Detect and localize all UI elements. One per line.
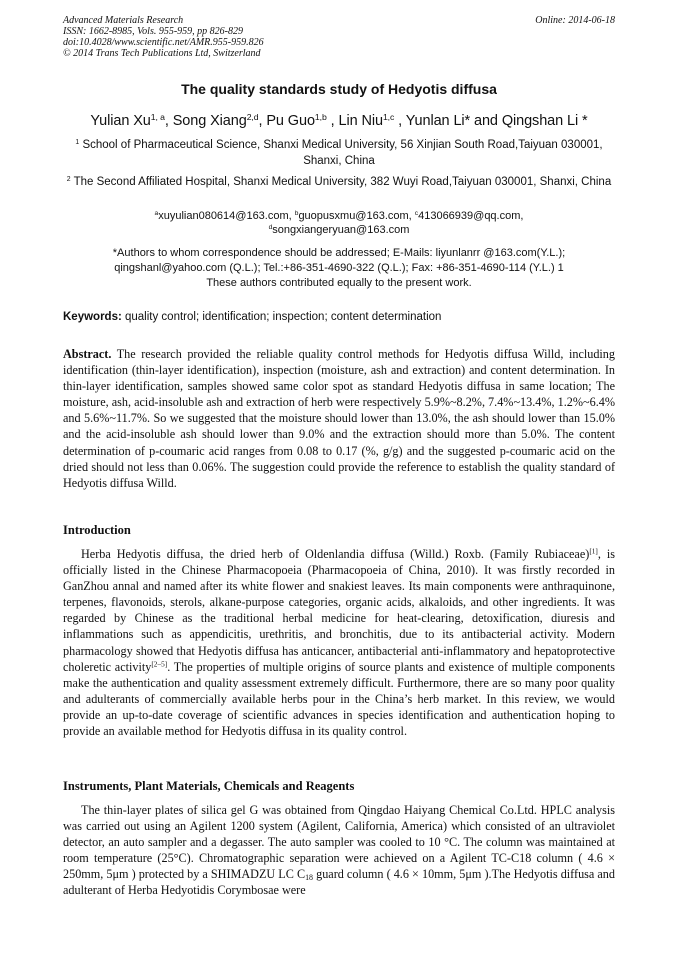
abstract-text: The research provided the reliable quality control methods for Hedyotis diffusa Willd, including identification (thin-layer identification), inspection (moisture, ash and extraction) and content determination. In thin-layer identification, samples showed same color spot as standard Hedyotis diffusa in same location; The moisture, ash, acid-insoluble ash and extraction of herb were respectively 5.9%~8.2%, 7.4%~13.4%, 1.2%~6.4% and 5.6%~11.7%. So we suggested that the moisture should lower than 13.0%, the ash should lower than 15.0% and the acid-insoluble ash should lower than 9.0% and the extraction should more than 5.0%. The content determination of p-coumaric acid ranges from 0.08 to 0.17 (%, g/g) and the suggested p-coumaric acid on the dried should not less than 0.06%. The suggestion could provide the reference to establish the quality standard of Hedyotis diffusa Willd. — [63, 347, 615, 490]
author-emails: $^a$xuyulian080614@163.com, $^b$guopusxmu@163.com, $^c$413066939@qq.com, $^d$songxiangeryuan@163.com — [154, 210, 524, 236]
affiliation-2 — [63, 174, 615, 190]
email-a: xuyulian080614@163.com, — [158, 210, 292, 222]
correspondence-note — [63, 246, 615, 291]
author-affiliation-mark: 1,c — [382, 111, 395, 122]
affiliation-1 — [63, 137, 615, 169]
doi-line: doi:10.4028/www.scientific.net/AMR.955-959.826 — [63, 37, 264, 48]
author-name: Qingshan Li * — [501, 113, 588, 129]
email-b: guopusxmu@163.com, — [298, 210, 412, 222]
issn-line: ISSN: 1662-8985, Vols. 955-959, pp 826-829 — [63, 26, 243, 37]
correspondence-line: qingshanl@yahoo.com (Q.L.); Tel.:+86-351-4690-322 (Q.L.); Fax: +86-351-4690-114 (Y.L.) 1 — [114, 262, 564, 274]
introduction-paragraph: Herba Hedyotis diffusa, the dried herb of Oldenlandia diffusa (Willd.) Roxb. (Family Rubiaceae)[1], is officially listed in the Chinese Pharmacopoeia (Pharmacopoeia of China, 2010). It was firstly recorded in GanZhou annal and named after its white flower and snakiest leaves. Its main components were anthraquinone, terpenes, flavonoids, sterols, alkane-purpose categories, organic acids, alkaloids, and other ingredients. It was regarded by Chinese as the traditional herbal medicine for heat-clearing, detoxification, diuresis and inflammations such as appendicitis, urethritis, and bronchitis, due to its antibacterial activity. Modern pharmacology showed that Hedyotis diffusa has anticancer, antibacterial anti-inflammatory and hepatoprotective choleretic activity[2–5]. The properties of multiple origins of source plants and existence of multiple components make the authentication and quality assessment extremely difficult. Furthermore, there are so many poor quality and adulterants of commercially available herbs pour in the China’s herb market. In this review, we would provide an up-to-date coverage of scientific advances in species identification and authentication hoping to provide an available method for Hedyotis diffusa in its quality control. — [63, 546, 615, 739]
instruments-paragraph: The thin-layer plates of silica gel G was obtained from Qingdao Haiyang Chemical Co.Ltd. HPLC analysis was carried out using an Agilent 1200 system (Agilent, California, America) which consisted of an ultraviolet detector, an auto sampler and a degasser. The auto sampler was cooled to 10 °C. The column was maintained at room temperature (25°C). Chromatographic separation were achieved on a Agilent TC-C18 column ( 4.6 × 250mm, 5μm ) protected by a SHIMADZU LC $C_{18}$ guard column ( 4.6 × 10mm, 5μm ).The Hedyotis diffusa and adulterant of Herba Hedyotidis Corymbosae were — [63, 803, 615, 898]
author-name: Yulian Xu — [90, 113, 151, 129]
abstract-label: Abstract. — [63, 347, 112, 361]
keywords-label: Keywords: — [63, 311, 122, 323]
author-list: Yulian Xu$^{1, a}$, Song Xiang$^{2,d}$, Pu Guo$^{1,b}$ , Lin Niu$^{1,c}$ , Yunlan Li* and Qingshan Li * — [90, 111, 588, 129]
author-name: Song Xiang — [172, 113, 247, 129]
keywords-text: quality control; identification; inspection; content determination — [125, 311, 442, 323]
online-date: Online: 2014-06-18 — [535, 15, 615, 26]
citation: [1] — [589, 546, 598, 556]
affiliation-number: 1 — [75, 138, 80, 146]
correspondence-line: These authors contributed equally to the present work. — [206, 277, 472, 289]
affiliation-text: The Second Affiliated Hospital, Shanxi Medical University, 382 Wuyi Road,Taiyuan 030001, Shanxi, China — [73, 176, 612, 188]
journal-name: Advanced Materials Research — [63, 15, 184, 26]
email-d: songxiangeryuan@163.com — [272, 224, 410, 236]
author-affiliation-mark: 2,d — [246, 111, 259, 122]
author-name: Pu Guo — [266, 113, 315, 129]
section-heading-instruments: Instruments, Plant Materials, Chemicals and Reagents — [63, 779, 355, 793]
correspondence-line: *Authors to whom correspondence should be addressed; E-Mails: liyunlanrr @163.com(Y.L.); — [112, 247, 566, 259]
section-heading-introduction: Introduction — [63, 523, 131, 537]
author-name: Yunlan Li* — [405, 113, 471, 129]
author-affiliation-mark: 1,b — [314, 111, 327, 122]
affiliation-text: School of Pharmaceutical Science, Shanxi Medical University, 56 Xinjian South Road,Taiyuan 030001, Shanxi, China — [82, 139, 603, 167]
paper-title: The quality standards study of Hedyotis diffusa — [181, 81, 497, 97]
citation: [2–5] — [151, 659, 168, 669]
abstract — [63, 346, 615, 491]
author-name: Lin Niu — [338, 113, 383, 129]
email-c: 413066939@qq.com, — [418, 210, 524, 222]
affiliation-number: 2 — [66, 175, 71, 183]
copyright-line: © 2014 Trans Tech Publications Ltd, Switzerland — [63, 48, 261, 59]
journal-header — [63, 15, 615, 59]
keywords — [63, 311, 615, 323]
author-affiliation-mark: 1, a — [150, 111, 165, 122]
